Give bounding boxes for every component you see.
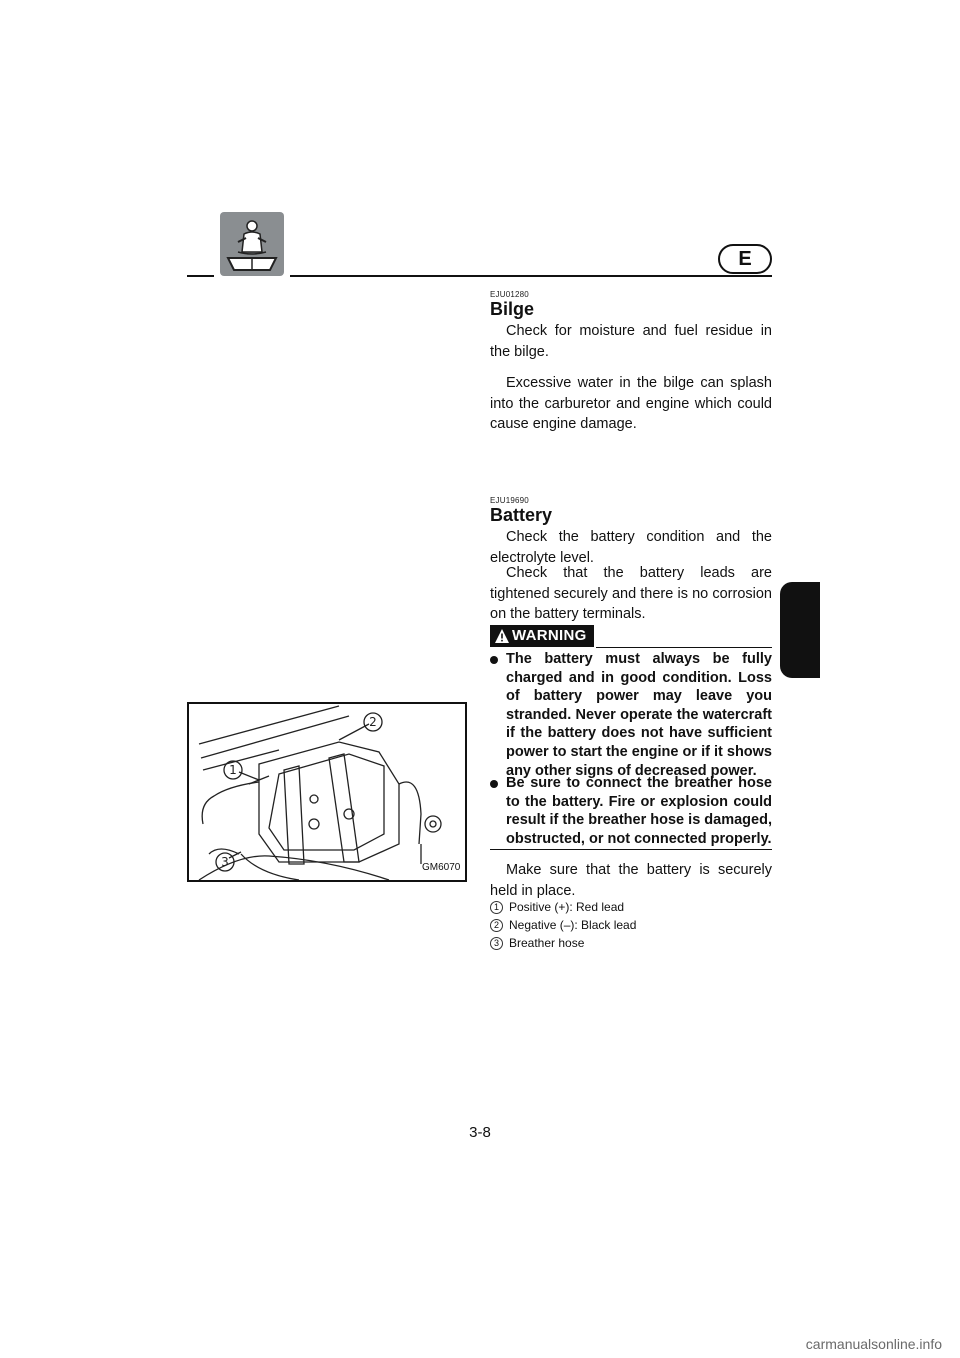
legend-item-2: 2 Negative (–): Black lead xyxy=(490,918,636,932)
battery-illustration xyxy=(189,704,465,880)
figure-code: GM6070 xyxy=(422,862,461,873)
header-rule-right xyxy=(290,275,772,277)
warning-end-rule xyxy=(490,849,772,850)
watermark: carmanualsonline.info xyxy=(805,1336,942,1352)
chapter-side-tab xyxy=(780,582,820,678)
bilge-paragraph-1: Check for moisture and fuel residue in the bilge. xyxy=(490,323,772,360)
battery-code: EJU19690 xyxy=(490,496,529,505)
bullet-icon xyxy=(490,656,498,664)
watercraft-rider-icon xyxy=(220,212,284,276)
battery-paragraph-2: Check that the battery leads are tightened securely and there is no corrosion on the battery terminals. xyxy=(490,565,772,622)
bilge-paragraph-2: Excessive water in the bilge can splash into the carburetor and engine which could cause engine damage. xyxy=(490,375,772,432)
battery-figure xyxy=(187,702,467,882)
battery-paragraph-1: Check the battery condition and the electrolyte level. xyxy=(490,529,772,566)
warning-label: WARNING xyxy=(490,625,594,647)
warning-item-1: The battery must always be fully charged and in good condition. Loss of battery power may leave you stranded. Never operate the watercraft if the battery does not have sufficient power to start the engine or if it shows any other signs of decreased power. xyxy=(490,650,772,775)
legend-item-1: 1 Positive (+): Red lead xyxy=(490,900,624,914)
header-rule-left xyxy=(187,275,214,277)
bullet-icon xyxy=(490,780,498,788)
callout-1: 1 xyxy=(229,763,237,777)
warning-item-2: Be sure to connect the breather hose to the battery. Fire or explosion could result if the breather hose is damaged, obstructed, or not connected properly. xyxy=(490,774,772,846)
page-number: 3-8 xyxy=(469,1124,491,1141)
warning-rule xyxy=(596,647,772,648)
legend-item-3: 3 Breather hose xyxy=(490,936,584,950)
bilge-heading: Bilge xyxy=(490,299,535,319)
battery-heading: Battery xyxy=(490,505,553,525)
callout-2: 2 xyxy=(369,715,377,729)
battery-closing-paragraph: Make sure that the battery is securely held in place. xyxy=(490,862,772,899)
bilge-code: EJU01280 xyxy=(490,290,529,299)
language-badge: E xyxy=(718,244,772,274)
warning-icon xyxy=(494,628,510,644)
callout-3: 3 xyxy=(221,855,229,869)
